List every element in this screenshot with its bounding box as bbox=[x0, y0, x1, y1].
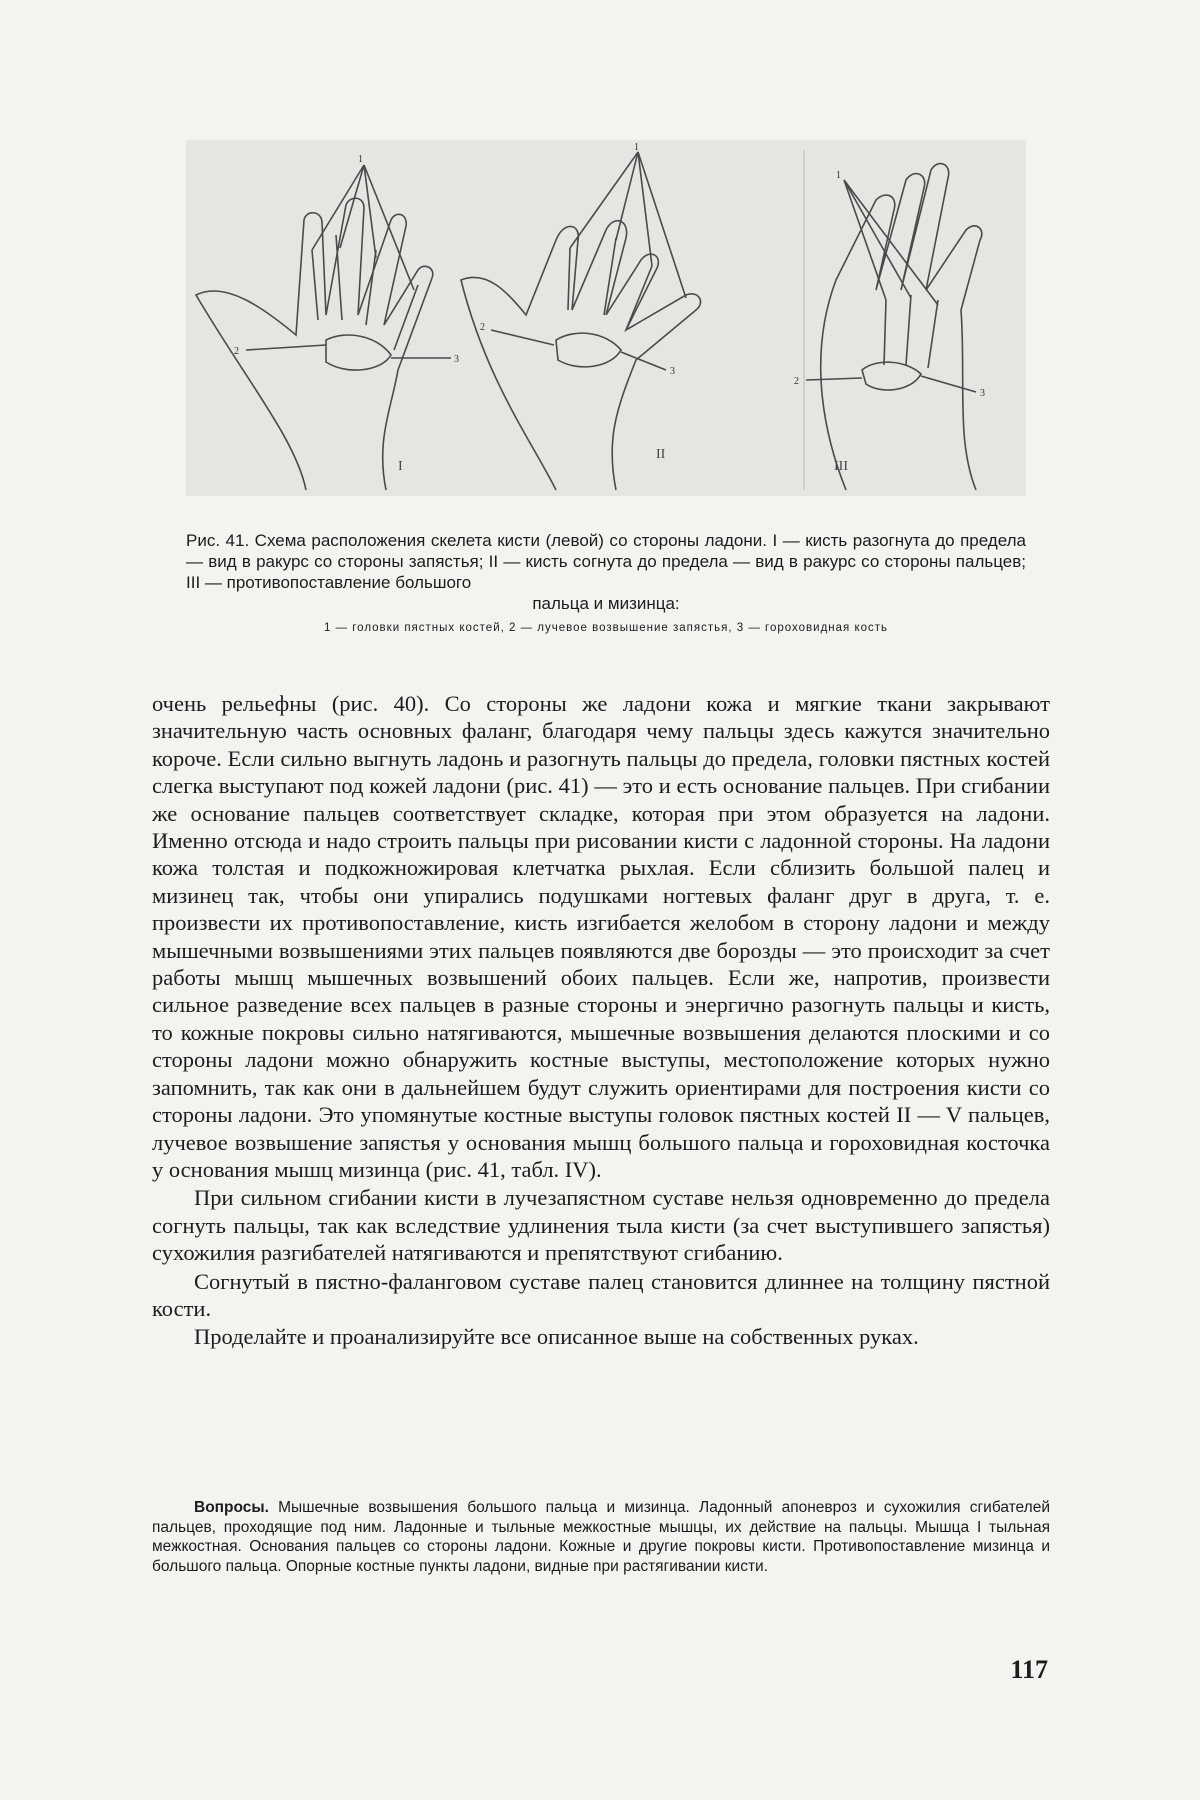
marker-1-panel-3: 1 bbox=[836, 170, 841, 181]
marker-3-panel-1: 3 bbox=[454, 354, 459, 365]
review-questions bbox=[152, 1498, 1050, 1576]
caption-legend: 1 — головки пястных костей, 2 — лучевое возвышение запястья, 3 — гороховидная кость bbox=[323, 622, 889, 634]
panel-label-1: I bbox=[398, 459, 403, 474]
hand-skeleton-illustration bbox=[186, 140, 1026, 496]
questions-label: Вопросы. bbox=[194, 1499, 269, 1516]
page-number: 117 bbox=[1010, 1655, 1048, 1684]
marker-2-panel-2: 2 bbox=[480, 322, 485, 333]
figure-hand-skeleton bbox=[186, 140, 1026, 496]
body-text bbox=[152, 690, 1050, 1351]
marker-1-panel-2: 1 bbox=[634, 142, 639, 153]
paragraph-4: Проделайте и проанализируйте все описанное выше на собственных руках. bbox=[194, 1324, 919, 1350]
caption-text: Рис. 41. Схема расположения скелета кисти (левой) со стороны ладони. I — кисть разогнута до предела — вид в ракурс со стороны запястья; II — кисть согнута до предела — вид в ракурс со стороны пальцев; III — противопоставление большого bbox=[186, 531, 1026, 592]
marker-1-panel-1: 1 bbox=[358, 154, 363, 165]
paragraph-1: очень рельефны (рис. 40). Со стороны же ладони кожа и мягкие ткани закрывают значительную часть основных фаланг, благодаря чему пальцы здесь кажутся значительно короче. Если сильно выгнуть ладонь и разогнуть пальцы до предела, головки пястных костей слегка выступают под кожей ладони (рис. 41) — это и есть основание пальцев. При сгибании же основание пальцев соответствует складке, которая при этом образуется на ладони. Именно отсюда и надо строить пальцы при рисовании кисти с ладонной стороны. На ладони кожа толстая и подкожножировая клетчатка рыхлая. Если сблизить большой палец и мизинец так, чтобы они упирались подушками ногтевых фаланг друг в друга, т. е. произвести их противопоставление, кисть изгибается желобом в сторону ладони и между мышечными возвышениями этих пальцев появляются две борозды — это происходит за счет работы мышц мышечных возвышений обоих пальцев. Если же, напротив, произвести сильное разведение всех пальцев в разные стороны и энергично разогнуть пальцы и кисть, то кожные покровы сильно натягиваются, мышечные возвышения делаются плоскими и со стороны ладони можно обнаружить костные выступы, местоположение которых нужно запомнить, так как они в дальнейшем будут служить ориентирами для построения кисти со стороны ладони. Это упомянутые костные выступы головок пястных костей II — V пальцев, лучевое возвышение запястья у основания мышц большого пальца и гороховидная косточка у основания мышц мизинца (рис. 41, табл. IV). bbox=[152, 691, 1050, 1182]
figure-caption bbox=[186, 530, 1026, 639]
marker-3-panel-3: 3 bbox=[980, 388, 985, 399]
panel-label-2: II bbox=[656, 447, 666, 462]
questions-text: Мышечные возвышения большого пальца и мизинца. Ладонный апоневроз и сухожилия сгибателей пальцев, проходящие под ним. Ладонные и тыльные межкостные мышцы, их действие на пальцы. Мышца I тыльная межкостная. Основания пальцев со стороны ладони. Кожные и другие покровы кисти. Противопоставление мизинца и большого пальца. Опорные костные пункты ладони, видные при растягивании кисти. bbox=[152, 1499, 1050, 1575]
marker-3-panel-2: 3 bbox=[670, 366, 675, 377]
marker-2-panel-1: 2 bbox=[234, 346, 239, 357]
paragraph-2: При сильном сгибании кисти в лучезапястном суставе нельзя одновременно до предела согнуть пальцы, так как вследствие удлинения тыла кисти (за счет выступившего запястья) сухожилия разгибателей натягиваются и препятствуют сгибанию. bbox=[152, 1185, 1050, 1266]
caption-text-end: пальца и мизинца: bbox=[532, 594, 680, 613]
paragraph-3: Согнутый в пястно-фаланговом суставе палец становится длиннее на толщину пястной кости. bbox=[152, 1268, 1050, 1321]
marker-2-panel-3: 2 bbox=[794, 376, 799, 387]
panel-label-3: III bbox=[834, 459, 848, 474]
